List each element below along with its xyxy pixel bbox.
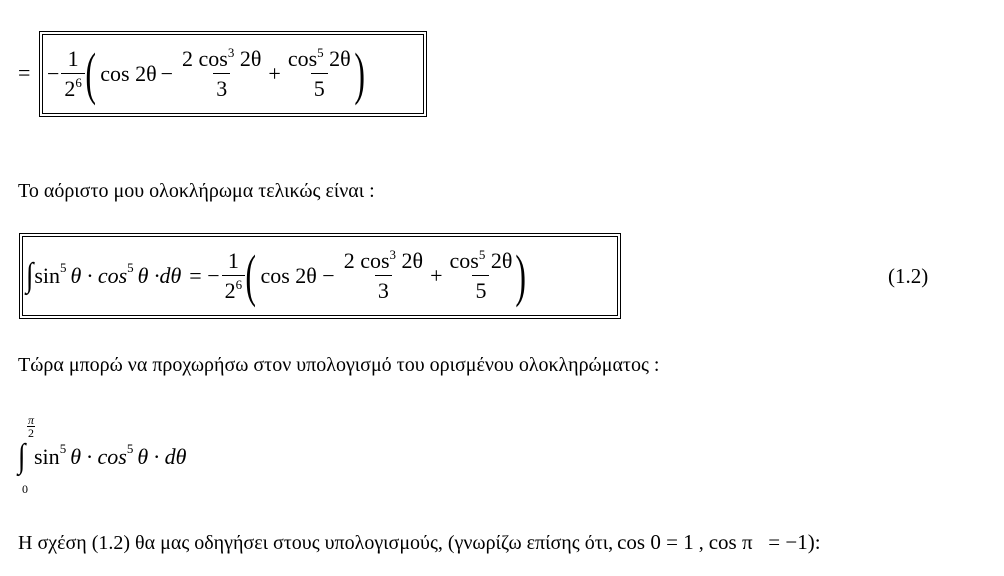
- eq2-exp-3: 3: [389, 247, 397, 262]
- eq2-sin: sin: [34, 263, 61, 288]
- eq1-frac3-num: [285, 45, 354, 73]
- eq2-frac2-den: 3: [375, 275, 392, 302]
- equation-1-box: [42, 34, 424, 114]
- eq1-frac2-num: [179, 45, 264, 73]
- eq3-upper-pi: π: [27, 413, 34, 427]
- eq2-plus: +: [430, 263, 443, 288]
- eq1-left-paren: (: [85, 41, 96, 106]
- eq1-2theta-b: 2θ: [329, 46, 351, 71]
- line3-sep: ,: [693, 531, 709, 554]
- eq2-frac3-den: 5: [472, 275, 489, 302]
- eq2-theta-cos: θ · cos: [70, 263, 128, 288]
- eq1-minus: −: [47, 61, 60, 86]
- eq1-exp-3: 3: [227, 45, 235, 60]
- eq2-two: 2: [224, 278, 236, 303]
- paragraph-indefinite-integral: Το αόριστο μου ολοκλήρωμα τελικώς είναι :: [18, 180, 375, 202]
- eq1-fraction-1-over-2-6: [61, 48, 85, 100]
- eq2-frac3-num: [447, 247, 516, 275]
- line3-cos0: cos 0 = 1: [617, 530, 694, 554]
- eq2-fraction-cos5: [447, 247, 516, 303]
- eq3-theta-dtheta: θ · dθ: [137, 444, 187, 469]
- eq2-right-paren: ): [515, 243, 527, 308]
- eq1-minus-2: −: [160, 61, 174, 86]
- eq2-exp-5b: 5: [127, 259, 134, 275]
- eq2-2cos: 2 cos: [343, 248, 390, 273]
- equation-2-box: [22, 236, 618, 316]
- eq2-integral-sign: ∫: [25, 257, 34, 294]
- eq2-frac-num: 1: [227, 248, 239, 273]
- eq1-2theta: 2θ: [239, 46, 262, 71]
- eq1-cos: cos: [287, 46, 318, 71]
- paragraph-relation-1-2: [18, 532, 821, 553]
- eq2-cos2theta-minus: cos 2θ −: [260, 263, 335, 288]
- eq1-frac-den: [61, 73, 85, 100]
- eq2-frac2-num: [341, 247, 426, 275]
- eq1-two: 2: [64, 76, 76, 101]
- eq2-fraction-1-over-2-6: [222, 250, 246, 302]
- eq1-frac-num: 1: [67, 46, 79, 71]
- eq1-frac2-den: 3: [213, 73, 230, 100]
- line3-cospi: cos π = −1):: [708, 530, 821, 554]
- equation-number-1-2: (1.2): [888, 264, 929, 288]
- eq1-right-paren: ): [354, 41, 365, 106]
- eq1-2cos: 2 cos: [182, 46, 228, 71]
- eq1-exp-5: 5: [317, 45, 324, 60]
- paragraph-definite-integral: Τώρα μπορώ να προχωρήσω στον υπολογισμό του ορισμένου ολοκληρώματος :: [18, 354, 660, 376]
- eq3-integrand: [34, 440, 187, 469]
- eq1-six: 6: [75, 75, 82, 90]
- eq2-left-paren: (: [245, 243, 257, 308]
- eq2-exp-5a: 5: [60, 259, 67, 275]
- eq2-2theta-b: 2θ: [490, 248, 513, 273]
- eq3-upper-limit: [19, 414, 43, 439]
- eq1-plus: +: [268, 61, 281, 86]
- eq1-frac3-den: 5: [311, 73, 328, 100]
- eq2-frac-den: [222, 275, 246, 302]
- eq2-fraction-2cos3: [341, 247, 426, 303]
- eq1-cos2theta: cos 2θ: [100, 61, 157, 86]
- eq3-theta-cos: θ · cos: [70, 444, 127, 469]
- eq3-sin: sin: [34, 444, 60, 469]
- equation-1-equals: =: [18, 60, 31, 85]
- eq1-fraction-cos5: [285, 45, 354, 101]
- eq1-fraction-2cos3: [179, 45, 264, 101]
- eq3-exp-5b: 5: [126, 440, 134, 456]
- eq3-lower-limit: 0: [22, 482, 28, 496]
- eq2-equals-minus: = −: [189, 263, 220, 288]
- eq3-upper-2: 2: [28, 426, 34, 440]
- eq2-cos: cos: [449, 248, 479, 273]
- line3-text: Η σχέση (1.2) θα μας οδηγήσει στους υπολογισμούς, (γνωρίζω επίσης ότι,: [18, 531, 614, 554]
- eq3-integral-sign: ∫: [17, 438, 26, 475]
- eq2-theta-dtheta: θ ·dθ: [137, 263, 182, 288]
- eq2-2theta: 2θ: [401, 248, 424, 273]
- eq3-exp-5a: 5: [59, 440, 67, 456]
- eq2-six: 6: [235, 277, 243, 292]
- eq2-exp-5: 5: [478, 247, 486, 262]
